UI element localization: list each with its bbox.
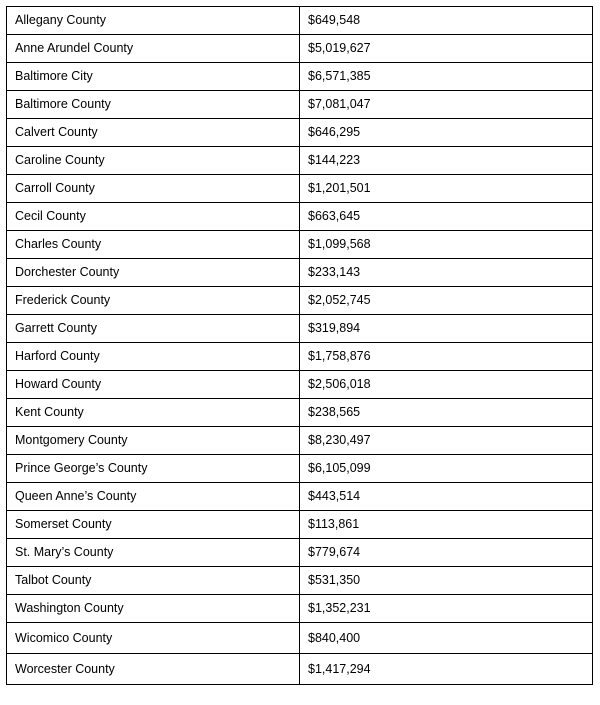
table-row — [7, 567, 593, 595]
table-row — [7, 231, 593, 259]
table-row — [7, 315, 593, 343]
table-row — [7, 119, 593, 147]
amount-cell: $1,099,568 — [300, 231, 593, 259]
county-cell: Caroline County — [7, 147, 300, 175]
amount-cell: $779,674 — [300, 539, 593, 567]
county-cell: Allegany County — [7, 7, 300, 35]
table-row — [7, 35, 593, 63]
amount-cell: $233,143 — [300, 259, 593, 287]
county-funding-table — [6, 6, 593, 685]
table-row — [7, 595, 593, 623]
amount-cell: $238,565 — [300, 399, 593, 427]
county-cell: Queen Anne’s County — [7, 483, 300, 511]
amount-cell: $2,052,745 — [300, 287, 593, 315]
amount-cell: $1,417,294 — [300, 654, 593, 685]
county-cell: Washington County — [7, 595, 300, 623]
county-cell: Calvert County — [7, 119, 300, 147]
table-row — [7, 455, 593, 483]
amount-cell: $1,758,876 — [300, 343, 593, 371]
county-cell: Baltimore County — [7, 91, 300, 119]
table-row — [7, 287, 593, 315]
table-row — [7, 175, 593, 203]
amount-cell: $840,400 — [300, 623, 593, 654]
amount-cell: $1,201,501 — [300, 175, 593, 203]
table-row — [7, 91, 593, 119]
amount-cell: $443,514 — [300, 483, 593, 511]
amount-cell: $8,230,497 — [300, 427, 593, 455]
county-cell: Frederick County — [7, 287, 300, 315]
table-row — [7, 7, 593, 35]
table-row — [7, 371, 593, 399]
table-row — [7, 259, 593, 287]
amount-cell: $646,295 — [300, 119, 593, 147]
county-cell: Talbot County — [7, 567, 300, 595]
county-cell: Carroll County — [7, 175, 300, 203]
county-cell: Anne Arundel County — [7, 35, 300, 63]
amount-cell: $6,571,385 — [300, 63, 593, 91]
county-cell: Wicomico County — [7, 623, 300, 654]
county-cell: Montgomery County — [7, 427, 300, 455]
county-cell: Kent County — [7, 399, 300, 427]
county-cell: Baltimore City — [7, 63, 300, 91]
county-cell: Harford County — [7, 343, 300, 371]
county-cell: Dorchester County — [7, 259, 300, 287]
county-cell: Prince George’s County — [7, 455, 300, 483]
amount-cell: $1,352,231 — [300, 595, 593, 623]
amount-cell: $649,548 — [300, 7, 593, 35]
county-cell: Garrett County — [7, 315, 300, 343]
county-funding-table-wrapper — [6, 6, 592, 685]
table-row — [7, 399, 593, 427]
amount-cell: $7,081,047 — [300, 91, 593, 119]
county-cell: Howard County — [7, 371, 300, 399]
county-cell: Worcester County — [7, 654, 300, 685]
amount-cell: $5,019,627 — [300, 35, 593, 63]
table-row — [7, 63, 593, 91]
amount-cell: $319,894 — [300, 315, 593, 343]
amount-cell: $6,105,099 — [300, 455, 593, 483]
table-row — [7, 539, 593, 567]
table-row — [7, 427, 593, 455]
amount-cell: $663,645 — [300, 203, 593, 231]
county-cell: Cecil County — [7, 203, 300, 231]
table-row — [7, 654, 593, 685]
amount-cell: $531,350 — [300, 567, 593, 595]
county-cell: St. Mary’s County — [7, 539, 300, 567]
table-row — [7, 147, 593, 175]
table-row — [7, 343, 593, 371]
amount-cell: $2,506,018 — [300, 371, 593, 399]
table-row — [7, 623, 593, 654]
table-row — [7, 203, 593, 231]
table-row — [7, 511, 593, 539]
amount-cell: $144,223 — [300, 147, 593, 175]
amount-cell: $113,861 — [300, 511, 593, 539]
county-cell: Charles County — [7, 231, 300, 259]
county-cell: Somerset County — [7, 511, 300, 539]
table-row — [7, 483, 593, 511]
